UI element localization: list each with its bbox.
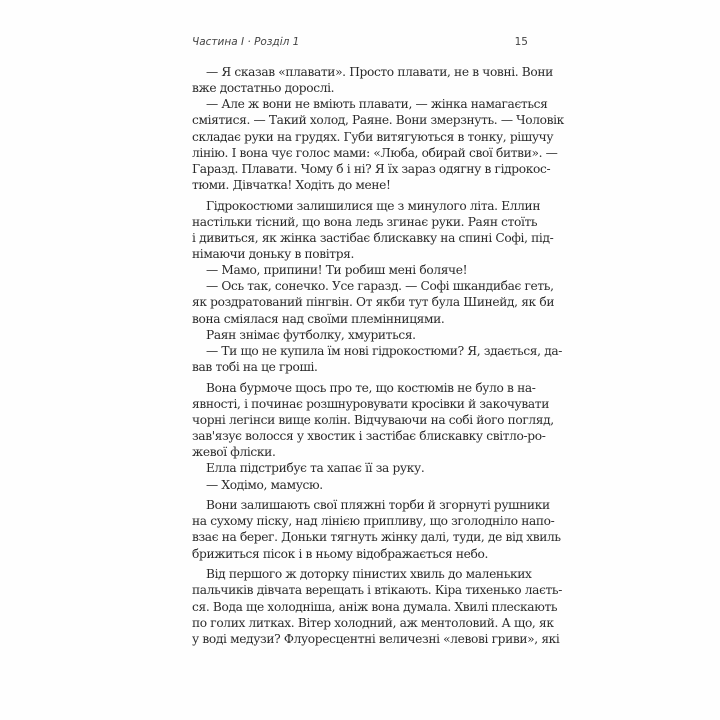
text-line: жевої фліски.	[192, 445, 276, 460]
text-line: пальчиків дівчата верещать і втікають. Кіра тихенько лаєть-	[192, 583, 562, 598]
text-line: Гідрокостюми залишилися ще з минулого літа. Еллин	[206, 198, 541, 213]
body-text	[192, 64, 564, 647]
text-line: тюми. Дівчатка! Ходіть до мене!	[192, 177, 391, 192]
text-line: Гаразд. Плавати. Чому б і ні? Я їх зараз одягну в гідрокос-	[192, 161, 551, 176]
text-line: — Я сказав «плавати». Просто плавати, не в човні. Вони	[206, 65, 553, 79]
text-line: ся. Вода ще холодніша, аніж вона думала. Хвилі плескають	[192, 599, 558, 614]
text-line: — Але ж вони не вміють плавати, — жінка намагається	[206, 97, 548, 112]
text-line: і дивиться, як жінка застібає блискавку на спині Софі, під-	[192, 230, 554, 245]
running-head	[192, 36, 528, 52]
text-line: лінію. І вона чує голос мами: «Люба, обирай свої битви». —	[192, 145, 558, 160]
text-line: як роздратований пінгвін. От якби тут була Шинейд, як би	[192, 295, 555, 310]
text-line: вав тобі на це гроші.	[192, 360, 318, 375]
text-line: — Ходімо, мамусю.	[206, 477, 323, 492]
text-line: — Мамо, припини! Ти робиш мені боляче!	[206, 263, 468, 278]
text-line: настільки тісний, що вона ледь згинає руки. Раян стоїть	[192, 214, 538, 229]
text-line: у воді медузи? Флуоресцентні величезні «левові гриви», які	[192, 631, 560, 646]
text-line: Раян знімає футболку, хмуриться.	[206, 327, 416, 342]
text-line: вже достатньо дорослі.	[192, 81, 335, 96]
page-number: 15	[514, 36, 528, 48]
text-line: вона сміялася над своїми племінницями.	[192, 311, 445, 326]
text-line: сміятися. — Такий холод, Раяне. Вони змерзнуть. — Чоловік	[192, 113, 564, 128]
text-line: Від першого ж доторку пінистих хвиль до маленьких	[206, 567, 532, 582]
text-line: Елла підстрибує та хапає її за руку.	[206, 461, 425, 476]
text-line: — Ти що не купила їм нові гідрокостюми? Я, здається, да-	[206, 343, 563, 358]
text-line: по голих литках. Вітер холодний, аж ментоловий. А що, як	[192, 615, 554, 630]
text-line: брижиться пісок і в ньому відображається небо.	[192, 546, 489, 561]
text-line: складає руки на грудях. Губи витягуються в тонку, рішучу	[192, 129, 554, 144]
text-line: — Ось так, сонечко. Усе гаразд. — Софі шкандибає геть,	[206, 279, 554, 294]
text-line: Вони залишають свої пляжні торби й згорнуті рушники	[206, 498, 550, 513]
running-title: Частина І · Розділ 1	[192, 36, 300, 48]
text-line: Вона бурмоче щось про те, що костюмів не було в на-	[206, 380, 536, 395]
text-line: чорні легінси вище колін. Відчуваючи на собі його погляд,	[192, 412, 554, 427]
text-line: зав'язує волосся у хвостик і застібає блискавку світло-ро-	[192, 429, 546, 444]
text-line: взає на берег. Доньки тягнуть жінку далі, туди, де від хвиль	[192, 530, 561, 545]
text-line: явності, і починає розшнуровувати кросівки й закочувати	[192, 396, 549, 411]
text-line: на сухому піску, над лінією припливу, що зголодніло напо-	[192, 514, 555, 529]
text-line: німаючи доньку в повітря.	[192, 247, 355, 262]
